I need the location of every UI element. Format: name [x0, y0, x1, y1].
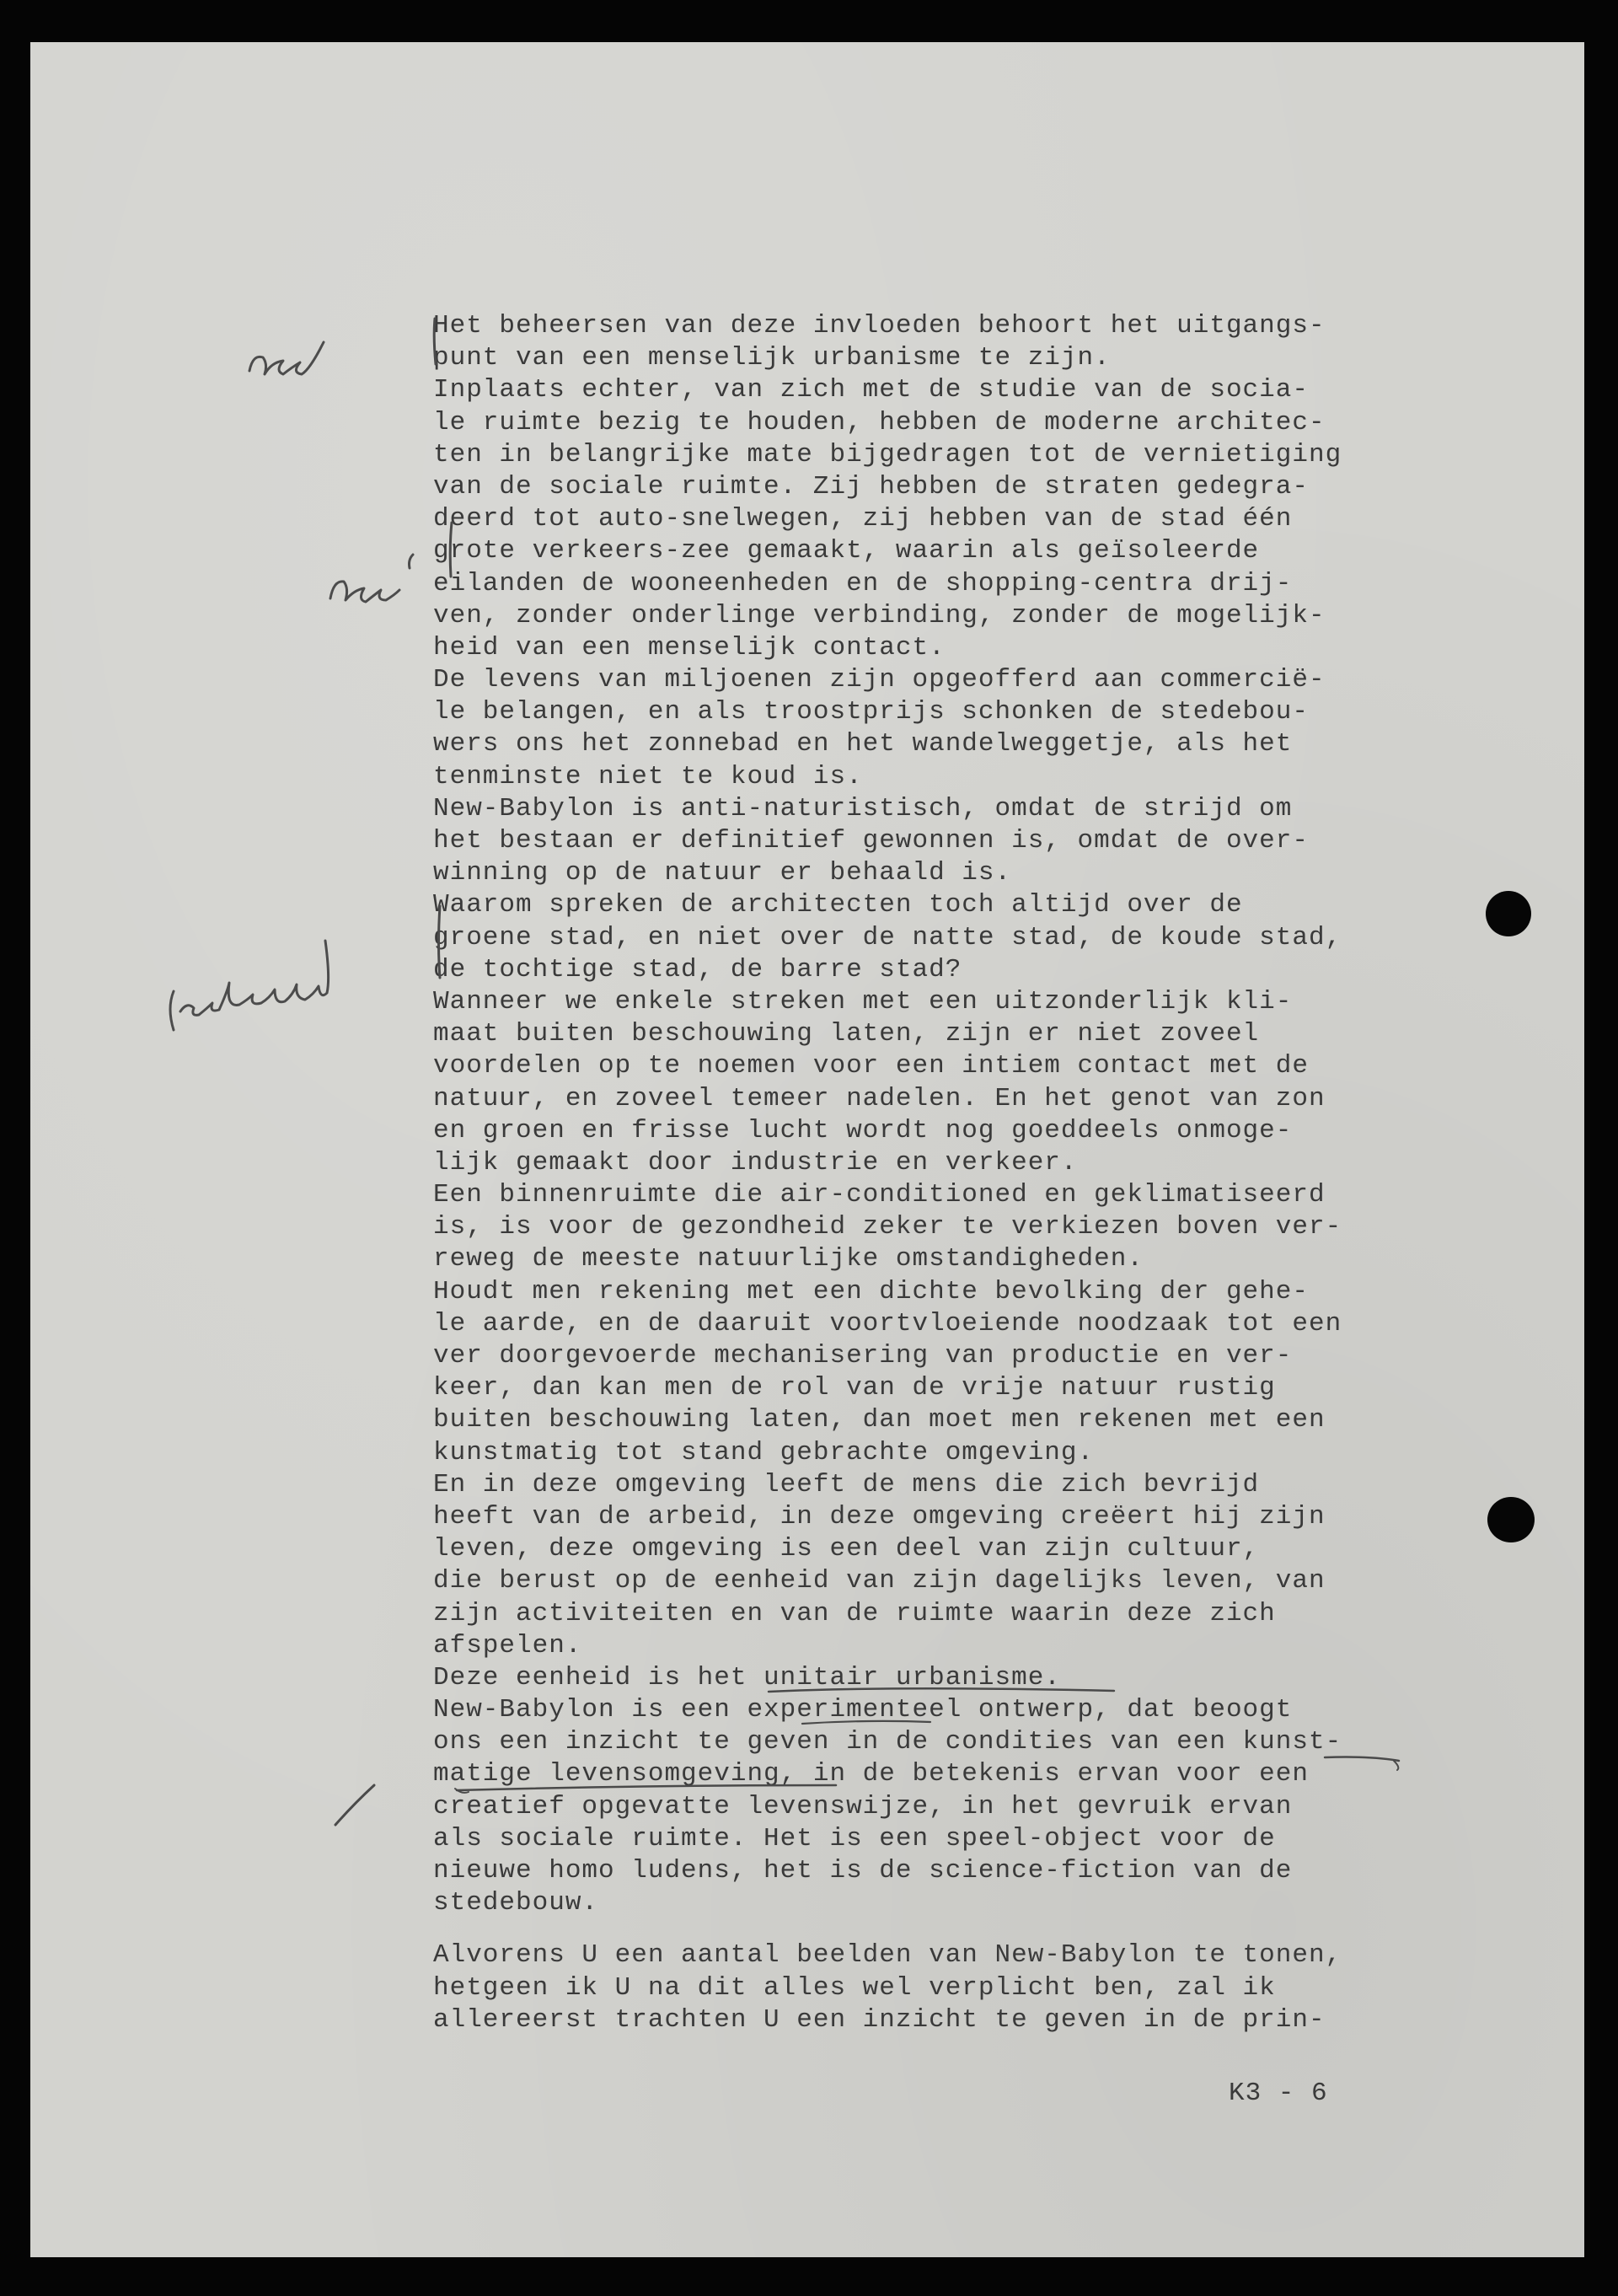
text-line: ten in belangrijke mate bijgedragen tot de vernietiging — [433, 439, 1342, 469]
text-line: reweg de meeste natuurlijke omstandigheden. — [433, 1244, 1144, 1274]
text-line: Deze eenheid is het unitair urbanisme. — [433, 1662, 1061, 1692]
text-line: ven, zonder onderlinge verbinding, zonder de mogelijk- — [433, 600, 1326, 630]
text-line: creatief opgevatte levenswijze, in het gevruik ervan — [433, 1791, 1293, 1821]
text-line: De levens van miljoenen zijn opgeofferd aan commercië- — [433, 665, 1326, 695]
text-line: kunstmatig tot stand gebrachte omgeving. — [433, 1437, 1095, 1467]
page-number: K3 - 6 — [1229, 2079, 1328, 2108]
text-line: le ruimte bezig te houden, hebben de moderne architec- — [433, 407, 1326, 437]
text-line: en groen en frisse lucht wordt nog goeddeels onmoge- — [433, 1115, 1293, 1145]
text-line: heeft van de arbeid, in deze omgeving creëert hij zijn — [433, 1501, 1326, 1532]
text-line: punt van een menselijk urbanisme te zijn. — [433, 343, 1111, 373]
text-line: die berust op de eenheid van zijn dagelijks leven, van — [433, 1566, 1326, 1596]
text-line: le belangen, en als troostprijs schonken de stedebou- — [433, 697, 1309, 727]
text-line: Alvorens U een aantal beelden van New-Babylon te tonen, — [433, 1940, 1342, 1971]
text-line: allereerst trachten U een inzicht te geven in de prin- — [433, 2004, 1326, 2035]
text-line: afspelen. — [433, 1630, 582, 1660]
text-line: nieuwe homo ludens, het is de science-fiction van de — [433, 1856, 1293, 1886]
text-line: grote verkeers-zee gemaakt, waarin als geïsoleerde — [433, 536, 1260, 566]
punch-hole-lower — [1487, 1497, 1535, 1542]
text-line: deerd tot auto-snelwegen, zij hebben van de stad één — [433, 504, 1293, 534]
text-line: het bestaan er definitief gewonnen is, omdat de over- — [433, 826, 1309, 856]
text-line: le aarde, en de daaruit voortvloeiende noodzaak tot een — [433, 1308, 1342, 1338]
text-line: Waarom spreken de architecten toch altijd over de — [433, 890, 1243, 920]
text-line: Houdt men rekening met een dichte bevolking der gehe- — [433, 1276, 1309, 1306]
text-line: buiten beschouwing laten, dan moet men rekenen met een — [433, 1405, 1326, 1435]
text-line: wers ons het zonnebad en het wandelweggetje, als het — [433, 729, 1293, 759]
text-line: En in deze omgeving leeft de mens die zich bevrijd — [433, 1469, 1260, 1499]
text-line: lijk gemaakt door industrie en verkeer. — [433, 1147, 1078, 1178]
text-line: New-Babylon is een experimenteel ontwerp, dat beoogt — [433, 1695, 1293, 1725]
text-line: zijn activiteiten en van de ruimte waarin deze zich — [433, 1598, 1276, 1628]
punch-hole-upper — [1486, 891, 1531, 936]
text-line: keer, dan kan men de rol van de vrije natuur rustig — [433, 1373, 1276, 1403]
text-line: Een binnenruimte die air-conditioned en geklimatiseerd — [433, 1180, 1326, 1210]
text-line: als sociale ruimte. Het is een speel-object voor de — [433, 1823, 1276, 1853]
text-line: natuur, en zoveel temeer nadelen. En het genot van zon — [433, 1083, 1326, 1113]
text-line: groene stad, en niet over de natte stad, de koude stad, — [433, 922, 1342, 952]
text-line: ver doorgevoerde mechanisering van productie en ver- — [433, 1341, 1293, 1371]
text-line: voordelen op te noemen voor een intiem contact met de — [433, 1051, 1309, 1081]
text-line: hetgeen ik U na dit alles wel verplicht ben, zal ik — [433, 1972, 1276, 2003]
text-line: maat buiten beschouwing laten, zijn er niet zoveel — [433, 1019, 1260, 1049]
text-line: eilanden de wooneenheden en de shopping-centra drij- — [433, 568, 1293, 598]
text-line: Wanneer we enkele streken met een uitzonderlijk kli- — [433, 986, 1293, 1017]
text-line: van de sociale ruimte. Zij hebben de straten gedegra- — [433, 471, 1309, 502]
text-line: de tochtige stad, de barre stad? — [433, 954, 962, 984]
text-line: tenminste niet te koud is. — [433, 761, 863, 791]
text-line: matige levensomgeving, in de betekenis ervan voor een — [433, 1759, 1309, 1789]
text-line: Inplaats echter, van zich met de studie van de socia- — [433, 375, 1309, 405]
text-line: stedebouw. — [433, 1888, 599, 1918]
text-line: ons een inzicht te geven in de condities van een kunst- — [433, 1727, 1342, 1757]
text-line: Het beheersen van deze invloeden behoort het uitgangs- — [433, 311, 1326, 341]
typed-text-body — [433, 310, 1444, 2036]
paragraph-gap — [433, 1919, 1444, 1939]
text-line: New-Babylon is anti-naturistisch, omdat de strijd om — [433, 793, 1293, 823]
text-line: is, is voor de gezondheid zeker te verkiezen boven ver- — [433, 1212, 1342, 1242]
text-line: leven, deze omgeving is een deel van zijn cultuur, — [433, 1534, 1260, 1564]
text-line: heid van een menselijk contact. — [433, 632, 946, 663]
text-line: winning op de natuur er behaald is. — [433, 858, 1012, 888]
